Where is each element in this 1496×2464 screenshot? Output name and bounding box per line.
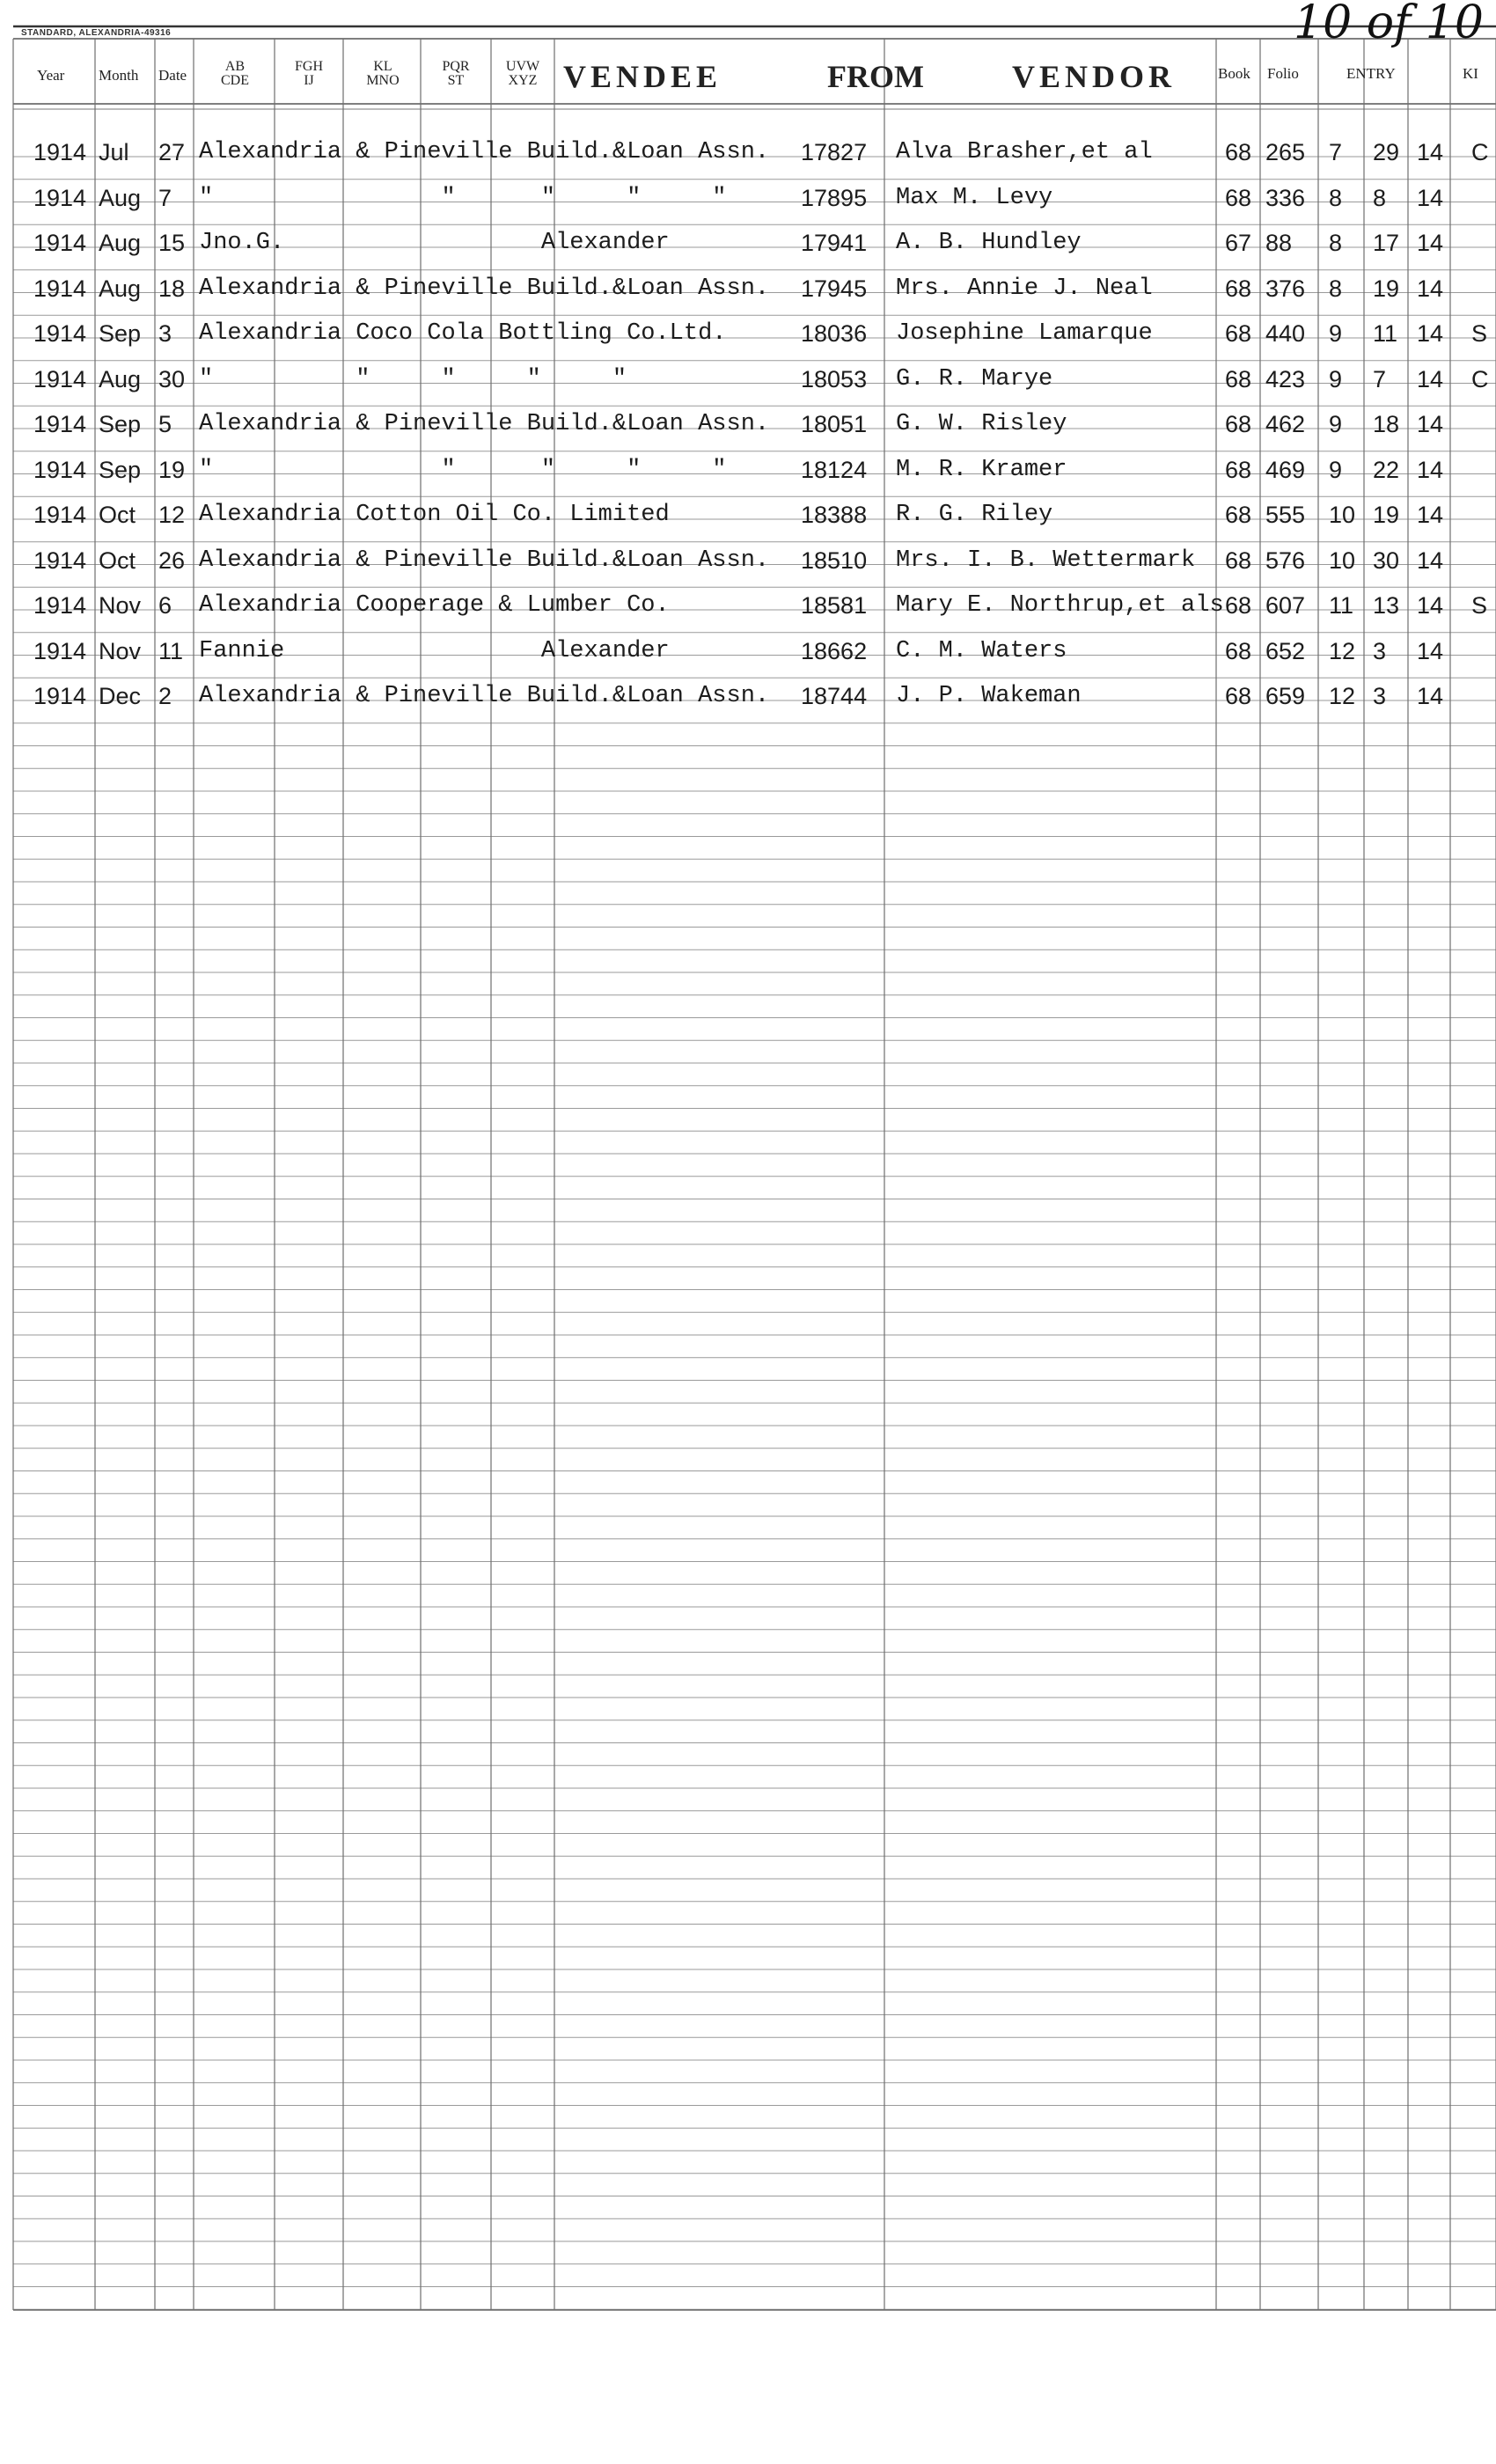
cell-entry-month: 10 (1329, 502, 1356, 528)
cell-vendee: Alexandria Cotton Oil Co. Limited (199, 502, 670, 528)
header-year: Year (37, 67, 65, 84)
cell-vendor: Josephine Lamarque (896, 320, 1153, 347)
page-marker: 10 of 10 (1294, 0, 1484, 49)
cell-entry-year: 14 (1417, 683, 1444, 709)
cell-vendor: M. R. Kramer (896, 456, 1067, 483)
cell-year: 1914 (33, 365, 87, 392)
cell-year: 1914 (33, 320, 87, 347)
cell-entry-day: 3 (1373, 637, 1387, 664)
cell-kind: C (1471, 365, 1489, 392)
cell-vendee: Alexandria Coco Cola Bottling Co.Ltd. (199, 320, 727, 347)
cell-entry-number: 18662 (801, 637, 868, 664)
cell-book: 68 (1225, 275, 1252, 302)
cell-day: 3 (158, 320, 172, 347)
cell-vendor: Mrs. I. B. Wettermark (896, 546, 1196, 574)
cell-entry-number: 18124 (801, 456, 868, 483)
cell-entry-year: 14 (1417, 230, 1444, 256)
cell-month: Aug (99, 184, 142, 211)
cell-vendor: Mrs. Annie J. Neal (896, 275, 1153, 302)
cell-book: 68 (1225, 365, 1252, 392)
cell-day: 6 (158, 592, 172, 619)
cell-folio: 555 (1265, 502, 1306, 528)
cell-entry-year: 14 (1417, 365, 1444, 392)
cell-vendee: Alexandria & Pineville Build.&Loan Assn. (199, 139, 770, 165)
cell-month: Sep (99, 320, 142, 347)
cell-entry-month: 8 (1329, 184, 1343, 211)
cell-vendor: C. M. Waters (896, 637, 1067, 664)
cell-folio: 88 (1265, 230, 1293, 256)
cell-entry-year: 14 (1417, 139, 1444, 165)
header-alpha-pqr-top: PQR (442, 59, 470, 74)
cell-year: 1914 (33, 546, 87, 574)
cell-entry-number: 18744 (801, 683, 868, 709)
cell-vendor: Mary E. Northrup,et als (896, 592, 1224, 619)
cell-month: Aug (99, 275, 142, 302)
cell-entry-month: 12 (1329, 637, 1356, 664)
cell-entry-number: 17945 (801, 275, 868, 302)
cell-month: Oct (99, 502, 136, 528)
cell-entry-day: 8 (1373, 184, 1387, 211)
cell-folio: 607 (1265, 592, 1306, 619)
cell-entry-month: 11 (1329, 592, 1354, 619)
cell-month: Aug (99, 365, 142, 392)
cell-vendee: Jno.G. Alexander (199, 230, 670, 256)
cell-month: Dec (99, 683, 142, 709)
cell-entry-month: 9 (1329, 320, 1343, 347)
cell-vendor: Max M. Levy (896, 184, 1053, 211)
cell-entry-number: 18053 (801, 365, 868, 392)
header-alpha-kl-top: KL (373, 59, 392, 74)
cell-book: 68 (1225, 320, 1252, 347)
header-alpha-kl (343, 60, 422, 88)
cell-entry-number: 17941 (801, 230, 868, 256)
cell-entry-year: 14 (1417, 184, 1444, 211)
cell-month: Aug (99, 230, 142, 256)
cell-book: 68 (1225, 411, 1252, 437)
cell-vendee: " " " " " (199, 184, 727, 211)
cell-book: 68 (1225, 502, 1252, 528)
cell-vendor: J. P. Wakeman (896, 683, 1082, 709)
cell-entry-year: 14 (1417, 320, 1444, 347)
cell-entry-day: 18 (1373, 411, 1400, 437)
cell-folio: 462 (1265, 411, 1306, 437)
cell-book: 68 (1225, 546, 1252, 574)
cell-year: 1914 (33, 184, 87, 211)
cell-entry-day: 7 (1373, 365, 1387, 392)
cell-day: 19 (158, 456, 186, 483)
cell-vendor: Alva Brasher,et al (896, 139, 1153, 165)
cell-vendor: G. R. Marye (896, 365, 1053, 392)
header-alpha-ab-bottom: CDE (221, 73, 249, 88)
cell-folio: 469 (1265, 456, 1306, 483)
cell-entry-month: 10 (1329, 546, 1356, 574)
header-alpha-fgh (275, 60, 343, 88)
cell-month: Nov (99, 637, 142, 664)
cell-folio: 376 (1265, 275, 1306, 302)
header-alpha-kl-bottom: MNO (366, 73, 400, 88)
cell-entry-month: 8 (1329, 275, 1343, 302)
cell-year: 1914 (33, 637, 87, 664)
cell-entry-month: 9 (1329, 456, 1343, 483)
cell-entry-day: 29 (1373, 139, 1400, 165)
cell-entry-number: 18051 (801, 411, 868, 437)
cell-book: 67 (1225, 230, 1252, 256)
cell-vendee: " " " " " (199, 365, 627, 392)
cell-day: 30 (158, 365, 186, 392)
header-book: Book (1218, 65, 1250, 82)
cell-entry-year: 14 (1417, 637, 1444, 664)
cell-entry-day: 19 (1373, 502, 1400, 528)
cell-entry-year: 14 (1417, 411, 1444, 437)
cell-vendee: Alexandria & Pineville Build.&Loan Assn. (199, 275, 770, 302)
cell-entry-day: 3 (1373, 683, 1387, 709)
cell-entry-year: 14 (1417, 275, 1444, 302)
cell-day: 2 (158, 683, 172, 709)
cell-entry-month: 9 (1329, 411, 1343, 437)
cell-year: 1914 (33, 456, 87, 483)
cell-book: 68 (1225, 184, 1252, 211)
cell-folio: 659 (1265, 683, 1306, 709)
cell-book: 68 (1225, 637, 1252, 664)
cell-entry-number: 18388 (801, 502, 868, 528)
cell-day: 27 (158, 139, 186, 165)
cell-day: 15 (158, 230, 186, 256)
cell-entry-number: 17895 (801, 184, 868, 211)
cell-entry-number: 18036 (801, 320, 868, 347)
cell-entry-number: 18510 (801, 546, 868, 574)
cell-vendee: Alexandria Cooperage & Lumber Co. (199, 592, 670, 619)
cell-entry-number: 18581 (801, 592, 868, 619)
cell-book: 68 (1225, 683, 1252, 709)
header-alpha-uvw-bottom: XYZ (508, 73, 538, 88)
cell-entry-month: 7 (1329, 139, 1343, 165)
cell-vendor: A. B. Hundley (896, 230, 1082, 256)
cell-vendor: R. G. Riley (896, 502, 1053, 528)
cell-entry-day: 17 (1373, 230, 1400, 256)
cell-day: 18 (158, 275, 186, 302)
cell-folio: 652 (1265, 637, 1306, 664)
cell-year: 1914 (33, 275, 87, 302)
cell-vendee: Alexandria & Pineville Build.&Loan Assn. (199, 411, 770, 437)
cell-entry-day: 30 (1373, 546, 1400, 574)
header-alpha-ab-top: AB (224, 59, 246, 74)
cell-entry-year: 14 (1417, 592, 1444, 619)
cell-entry-year: 14 (1417, 546, 1444, 574)
cell-book: 68 (1225, 592, 1252, 619)
cell-month: Nov (99, 592, 142, 619)
cell-day: 12 (158, 502, 186, 528)
cell-folio: 576 (1265, 546, 1306, 574)
cell-folio: 265 (1265, 139, 1306, 165)
header-from: FROM (827, 59, 924, 94)
cell-month: Sep (99, 411, 142, 437)
printer-mark: STANDARD, ALEXANDRIA-49316 (21, 28, 172, 38)
header-alpha-pqr (421, 60, 491, 88)
header-alpha-uvw-top: UVW (505, 59, 540, 74)
cell-vendor: G. W. Risley (896, 411, 1067, 437)
cell-entry-number: 17827 (801, 139, 868, 165)
header-alpha-fgh-bottom: IJ (304, 73, 314, 88)
cell-book: 68 (1225, 456, 1252, 483)
cell-day: 5 (158, 411, 172, 437)
header-entry: ENTRY (1346, 65, 1396, 82)
cell-vendee: Alexandria & Pineville Build.&Loan Assn. (199, 683, 770, 709)
header-alpha-ab (195, 60, 275, 88)
cell-month: Jul (99, 139, 129, 165)
cell-entry-day: 22 (1373, 456, 1400, 483)
cell-day: 26 (158, 546, 186, 574)
cell-entry-year: 14 (1417, 502, 1444, 528)
cell-book: 68 (1225, 139, 1252, 165)
cell-entry-day: 11 (1373, 320, 1398, 347)
header-vendor: VENDOR (1012, 59, 1177, 94)
cell-year: 1914 (33, 230, 87, 256)
header-month: Month (99, 67, 139, 84)
cell-month: Sep (99, 456, 142, 483)
header-vendee: VENDEE (563, 59, 722, 94)
cell-vendee: Fannie Alexander (199, 637, 670, 664)
header-date: Date (158, 67, 187, 84)
cell-entry-month: 12 (1329, 683, 1356, 709)
cell-kind: S (1471, 592, 1488, 619)
cell-year: 1914 (33, 592, 87, 619)
cell-entry-day: 13 (1373, 592, 1400, 619)
header-alpha-fgh-top: FGH (294, 59, 323, 74)
cell-entry-year: 14 (1417, 456, 1444, 483)
cell-vendee: " " " " " (199, 456, 727, 483)
cell-vendee: Alexandria & Pineville Build.&Loan Assn. (199, 546, 770, 574)
header-alpha-uvw (491, 60, 554, 88)
cell-folio: 440 (1265, 320, 1306, 347)
header-alpha-pqr-bottom: ST (447, 73, 465, 88)
cell-kind: C (1471, 139, 1489, 165)
cell-year: 1914 (33, 683, 87, 709)
cell-day: 11 (158, 637, 184, 664)
cell-kind: S (1471, 320, 1488, 347)
cell-folio: 423 (1265, 365, 1306, 392)
cell-entry-month: 8 (1329, 230, 1343, 256)
cell-entry-day: 19 (1373, 275, 1400, 302)
cell-year: 1914 (33, 502, 87, 528)
header-folio: Folio (1267, 65, 1299, 82)
cell-year: 1914 (33, 411, 87, 437)
cell-day: 7 (158, 184, 172, 211)
cell-folio: 336 (1265, 184, 1306, 211)
cell-entry-month: 9 (1329, 365, 1343, 392)
cell-year: 1914 (33, 139, 87, 165)
header-kind: KI (1463, 65, 1478, 82)
cell-month: Oct (99, 546, 136, 574)
